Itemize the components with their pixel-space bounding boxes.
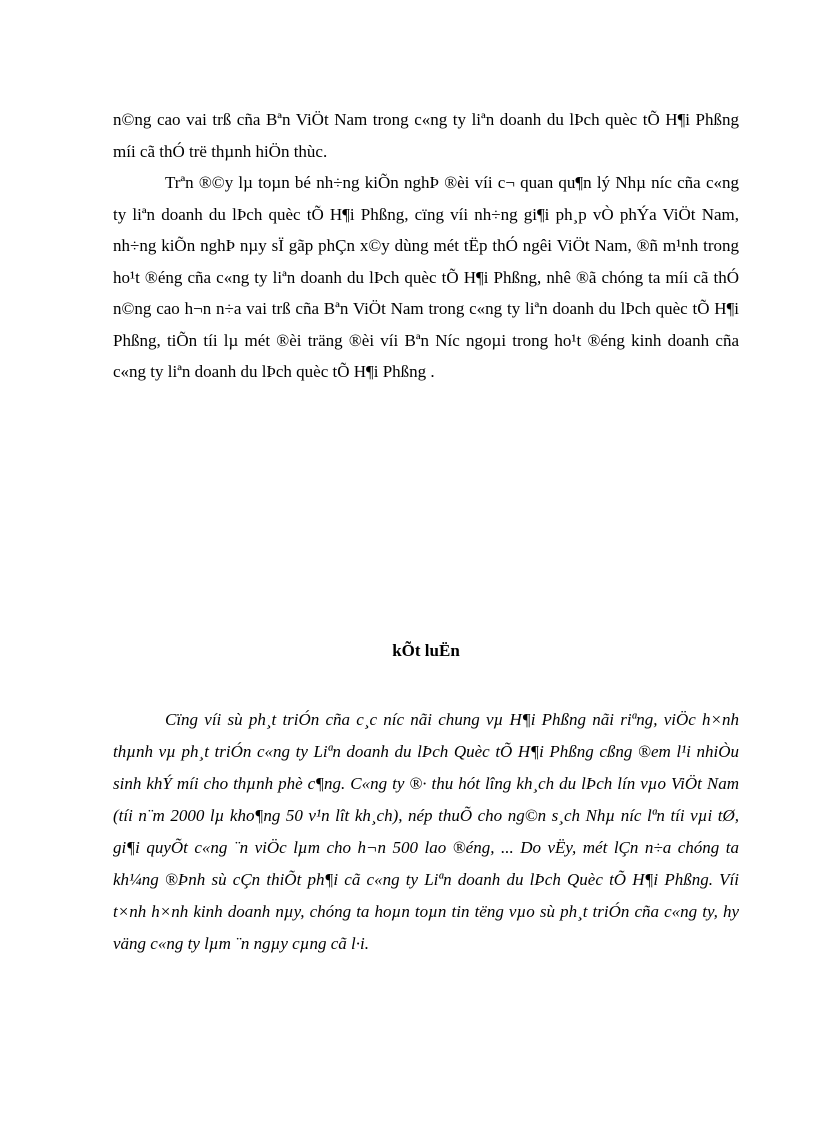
intro-paragraph-1: n©ng cao vai trß cña Bªn ViÖt Nam trong c«ng ty liªn doanh du lÞch quèc tÕ H¶i Phßng míi cã thÓ trë thµnh hiÖn thùc. (113, 110, 739, 161)
conclusion-heading: kÕt luËn (392, 641, 460, 660)
conclusion-paragraph: Cïng víi sù ph¸t triÓn cña c¸c níc nãi chung vµ H¶i Phßng nãi riªng, viÖc h×nh thµnh vµ ph¸t triÓn c«ng ty Liªn doanh du lÞch Quèc tÕ H¶i Phßng cßng ®em l¹i nhiÒu sinh khÝ míi cho thµnh phè c¶ng. C«ng ty ®· thu hót lîng kh¸ch du lÞch lín vµo ViÖt Nam (tíi n¨m 2000 lµ kho¶ng 50 v¹n lît kh¸ch), nép thuÕ cho ng©n s¸ch Nhµ níc lªn tíi vµi tØ, gi¶i quyÕt c«ng ¨n viÖc lµm cho h¬n 500 lao ®éng, ... Do vËy, mét lÇn n÷a chóng ta kh¼ng ®Þnh sù cÇn thiÕt ph¶i cã c«ng ty Liªn doanh du lÞch Quèc tÕ H¶i Phßng. Víi t×nh h×nh kinh doanh nµy, chóng ta hoµn toµn tin tëng vµo sù ph¸t triÓn cña c«ng ty, hy väng c«ng ty lµm ¨n ngµy cµng cã l·i. (113, 710, 739, 953)
intro-paragraph-2: Trªn ®©y lµ toµn bé nh÷ng kiÕn nghÞ ®èi víi c¬ quan qu¶n lý Nhµ níc cña c«ng ty liªn doanh du lÞch quèc tÕ H¶i Phßng, cïng víi nh÷ng gi¶i ph¸p vÒ phÝa ViÖt Nam, nh÷ng kiÕn nghÞ nµy sÏ gãp phÇn x©y dùng mét tËp thÓ ngêi ViÖt Nam, ®ñ m¹nh trong ho¹t ®éng cña c«ng ty liªn doanh du lÞch quèc tÕ H¶i Phßng, nhê ®ã chóng ta míi cã thÓ n©ng cao h¬n n÷a vai trß cña Bªn ViÖt Nam trong c«ng ty liªn doanh du lÞch quèc tÕ H¶i Phßng, tiÕn tíi lµ mét ®èi träng ®èi víi Bªn Níc ngoµi trong ho¹t ®éng kinh doanh cña c«ng ty liªn doanh du lÞch quèc tÕ H¶i Phßng . (113, 173, 739, 381)
intro-section (113, 104, 739, 388)
conclusion-section (113, 704, 739, 960)
